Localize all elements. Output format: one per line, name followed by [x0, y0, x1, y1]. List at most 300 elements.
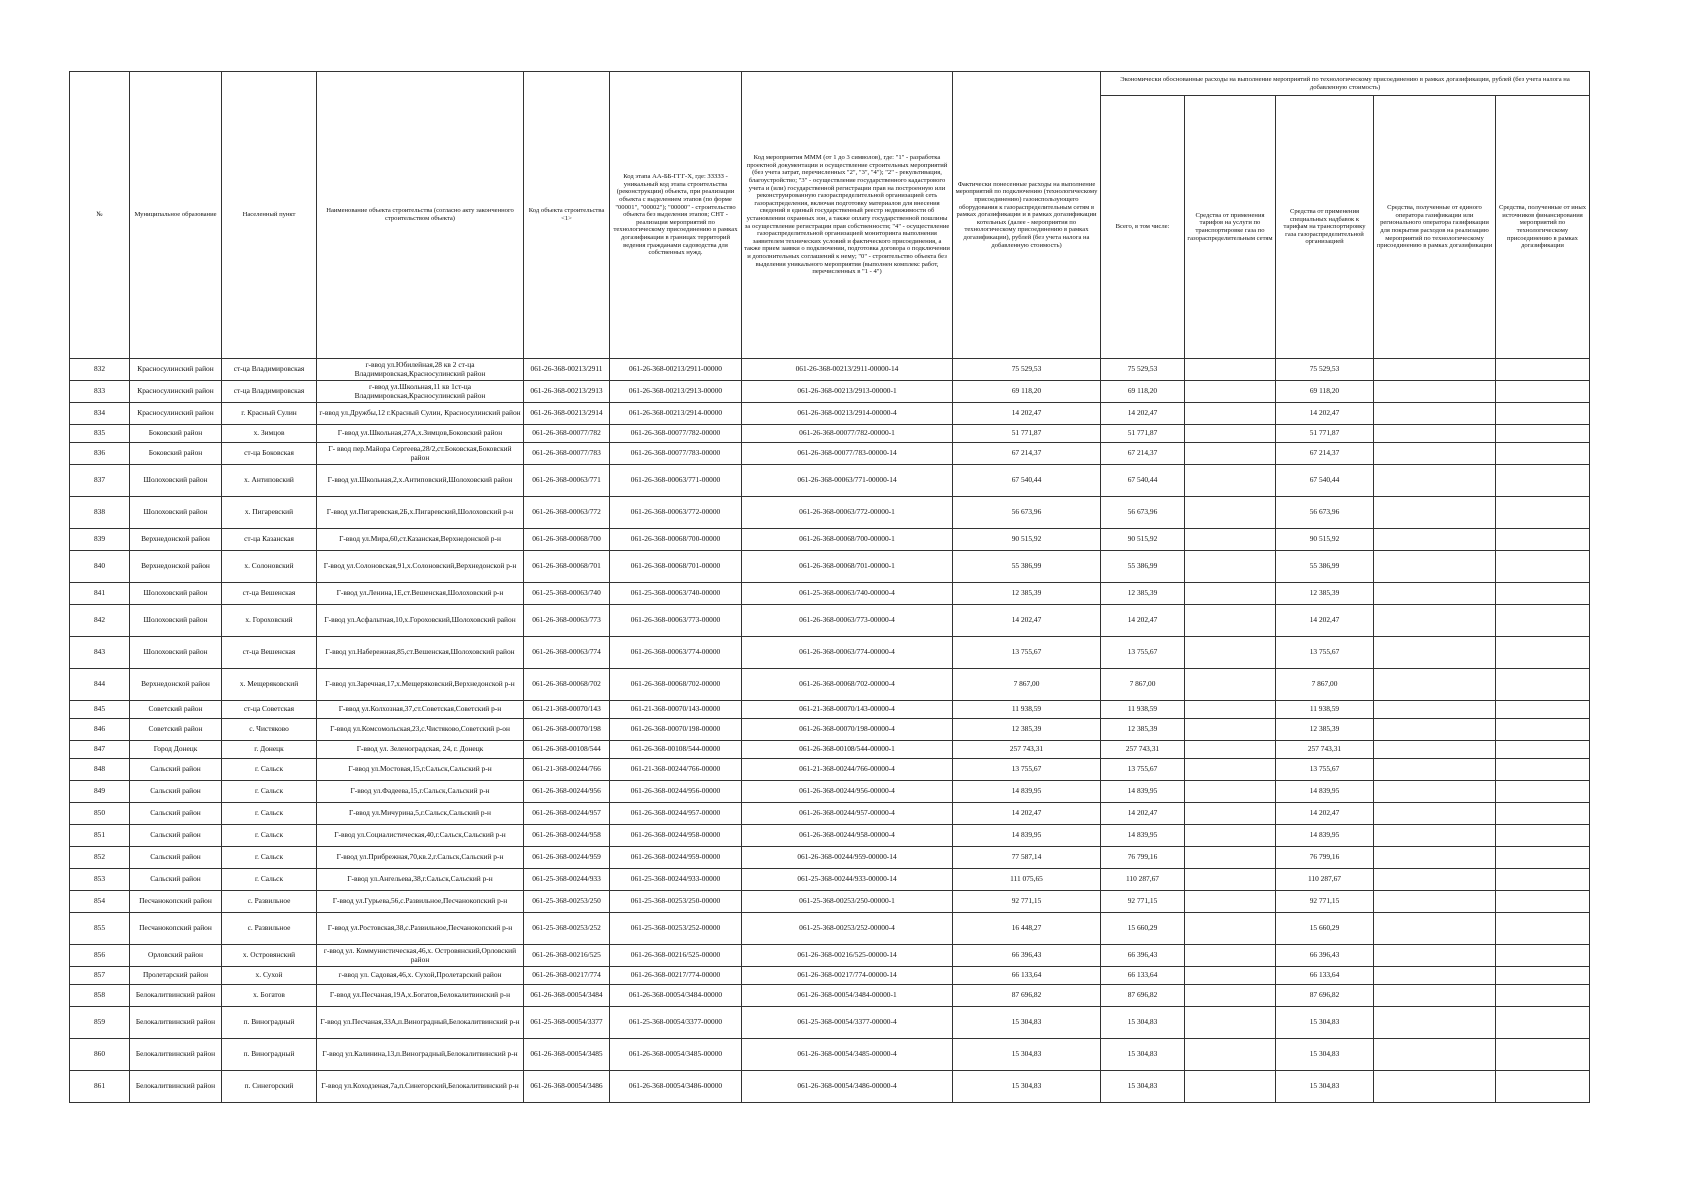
cell-operator-funds	[1374, 945, 1496, 967]
cell-object-name: Г-ввод ул.Набережная,85,ст.Вешенская,Шолоховский район	[317, 637, 524, 669]
cell-number: 844	[70, 669, 130, 701]
cell-total: 13 755,67	[1101, 759, 1185, 781]
cell-stage-code: 061-26-368-00077/782-00000	[610, 425, 742, 443]
col-header-number: №	[70, 72, 130, 359]
table-row	[70, 869, 1590, 891]
cell-total: 51 771,87	[1101, 425, 1185, 443]
cell-settlement: ст-ца Вешенская	[222, 637, 317, 669]
cell-stage-code: 061-21-368-00244/766-00000	[610, 759, 742, 781]
col-header-group-justified-costs: Экономически обоснованные расходы на выполнение мероприятий по технологическому присоединению в рамках догазификации, рублей (без учета налога на добавленную стоимость)	[1101, 72, 1590, 96]
table-row	[70, 529, 1590, 551]
cell-object-name: Г-ввод ул.Комсомольская,23,с.Чистяково,Советский р-он	[317, 719, 524, 741]
col-header-other-funds: Средства, полученные от иных источников финансирования мероприятий по технологическому присоединению в рамках догазификации	[1496, 96, 1590, 359]
cell-municipality: Пролетарский район	[130, 967, 222, 985]
cell-municipality: Сальский район	[130, 759, 222, 781]
cell-operator-funds	[1374, 759, 1496, 781]
cell-event-code: 061-26-368-00077/783-00000-14	[742, 443, 953, 465]
cell-event-code: 061-25-368-00054/3377-00000-4	[742, 1007, 953, 1039]
col-header-object-name: Наименование объекта строительства (согласно акту законченного строительством объекта)	[317, 72, 524, 359]
cell-number: 832	[70, 359, 130, 381]
cell-event-code: 061-26-368-00108/544-00000-1	[742, 741, 953, 759]
table-row	[70, 551, 1590, 583]
cell-other-funds	[1496, 637, 1590, 669]
col-header-settlement: Населенный пункт	[222, 72, 317, 359]
cell-operator-funds	[1374, 443, 1496, 465]
cell-other-funds	[1496, 781, 1590, 803]
cell-other-funds	[1496, 985, 1590, 1007]
cell-stage-code: 061-26-368-00054/3486-00000	[610, 1071, 742, 1103]
cell-event-code: 061-26-368-00244/957-00000-4	[742, 803, 953, 825]
cell-event-code: 061-26-368-00077/782-00000-1	[742, 425, 953, 443]
cell-object-name: Г-ввод ул.Мира,60,ст.Казанская,Верхнедонской р-н	[317, 529, 524, 551]
cell-tariff-funds	[1185, 403, 1276, 425]
cell-total: 92 771,15	[1101, 891, 1185, 913]
table-row	[70, 359, 1590, 381]
cell-tariff-funds	[1185, 497, 1276, 529]
cell-object-code: 061-26-368-00054/3484	[524, 985, 610, 1007]
cell-total: 66 396,43	[1101, 945, 1185, 967]
cell-actual-costs: 16 448,27	[953, 913, 1101, 945]
cell-object-name: Г-ввод ул.Асфальтная,10,х.Гороховский,Шолоховский район	[317, 605, 524, 637]
cell-other-funds	[1496, 669, 1590, 701]
cell-object-name: г-ввод ул.Юбилейная,28 кв 2 ст-ца Владимировская,Красносулинский район	[317, 359, 524, 381]
cell-object-name: Г-ввод ул.Ростовская,38,с.Развильное,Песчанокопский р-н	[317, 913, 524, 945]
cell-tariff-funds	[1185, 913, 1276, 945]
cell-actual-costs: 87 696,82	[953, 985, 1101, 1007]
cell-other-funds	[1496, 359, 1590, 381]
cell-tariff-funds	[1185, 605, 1276, 637]
cell-object-code: 061-25-368-00054/3377	[524, 1007, 610, 1039]
cell-object-name: Г-ввод ул.Ленина,1Е,ст.Вешенская,Шолоховский р-н	[317, 583, 524, 605]
cell-stage-code: 061-26-368-00068/702-00000	[610, 669, 742, 701]
cell-tariff-funds	[1185, 825, 1276, 847]
cell-other-funds	[1496, 759, 1590, 781]
cell-settlement: ст-ца Боковская	[222, 443, 317, 465]
cell-actual-costs: 14 202,47	[953, 403, 1101, 425]
cell-other-funds	[1496, 719, 1590, 741]
cell-total: 87 696,82	[1101, 985, 1185, 1007]
table-row	[70, 781, 1590, 803]
cell-total: 67 540,44	[1101, 465, 1185, 497]
cell-stage-code: 061-26-368-00244/956-00000	[610, 781, 742, 803]
cell-settlement: х. Островянский	[222, 945, 317, 967]
cell-operator-funds	[1374, 425, 1496, 443]
col-header-municipality: Муниципальное образование	[130, 72, 222, 359]
costs-table	[69, 71, 1590, 1103]
cell-municipality: Красносулинский район	[130, 403, 222, 425]
cell-special-surcharge-funds: 13 755,67	[1276, 637, 1374, 669]
cell-tariff-funds	[1185, 381, 1276, 403]
cell-tariff-funds	[1185, 869, 1276, 891]
cell-operator-funds	[1374, 741, 1496, 759]
cell-event-code: 061-26-368-00244/959-00000-14	[742, 847, 953, 869]
cell-number: 849	[70, 781, 130, 803]
cell-other-funds	[1496, 551, 1590, 583]
cell-actual-costs: 90 515,92	[953, 529, 1101, 551]
cell-special-surcharge-funds: 51 771,87	[1276, 425, 1374, 443]
cell-municipality: Шолоховский район	[130, 465, 222, 497]
cell-object-name: Г-ввод ул.Прибрежная,70,кв.2,г.Сальск,Сальский р-н	[317, 847, 524, 869]
col-header-object-code: Код объекта строительства <1>	[524, 72, 610, 359]
cell-special-surcharge-funds: 15 304,83	[1276, 1007, 1374, 1039]
cell-object-name: Г-ввод ул.Социалистическая,40,г.Сальск,Сальский р-н	[317, 825, 524, 847]
cell-total: 7 867,00	[1101, 669, 1185, 701]
cell-actual-costs: 51 771,87	[953, 425, 1101, 443]
cell-number: 858	[70, 985, 130, 1007]
cell-tariff-funds	[1185, 1039, 1276, 1071]
table-row	[70, 967, 1590, 985]
cell-event-code: 061-26-368-00054/3484-00000-1	[742, 985, 953, 1007]
cell-tariff-funds	[1185, 669, 1276, 701]
cell-special-surcharge-funds: 55 386,99	[1276, 551, 1374, 583]
cell-municipality: Песчанокопский район	[130, 913, 222, 945]
cell-settlement: х. Антиповский	[222, 465, 317, 497]
cell-tariff-funds	[1185, 759, 1276, 781]
cell-object-code: 061-26-368-00244/956	[524, 781, 610, 803]
cell-settlement: г. Сальск	[222, 847, 317, 869]
cell-number: 842	[70, 605, 130, 637]
cell-special-surcharge-funds: 12 385,39	[1276, 719, 1374, 741]
cell-actual-costs: 56 673,96	[953, 497, 1101, 529]
cell-tariff-funds	[1185, 803, 1276, 825]
cell-actual-costs: 14 202,47	[953, 605, 1101, 637]
table-row	[70, 913, 1590, 945]
cell-event-code: 061-26-368-00213/2911-00000-14	[742, 359, 953, 381]
cell-municipality: Шолоховский район	[130, 637, 222, 669]
cell-settlement: ст-ца Советская	[222, 701, 317, 719]
cell-object-name: Г- ввод пер.Майора Сергеева,28/2,ст.Боковская,Боковский район	[317, 443, 524, 465]
cell-other-funds	[1496, 605, 1590, 637]
cell-tariff-funds	[1185, 719, 1276, 741]
cell-object-name: Г-ввод ул.Гурьева,56,с.Развильное,Песчанокопский р-н	[317, 891, 524, 913]
cell-special-surcharge-funds: 92 771,15	[1276, 891, 1374, 913]
cell-stage-code: 061-26-368-00108/544-00000	[610, 741, 742, 759]
cell-operator-funds	[1374, 1071, 1496, 1103]
cell-municipality: Орловский район	[130, 945, 222, 967]
cell-object-code: 061-21-368-00070/143	[524, 701, 610, 719]
cell-total: 56 673,96	[1101, 497, 1185, 529]
cell-object-name: г-ввод ул. Садовая,46,х. Сухой,Пролетарский район	[317, 967, 524, 985]
cell-settlement: х. Мещеряковский	[222, 669, 317, 701]
cell-actual-costs: 13 755,67	[953, 759, 1101, 781]
cell-number: 851	[70, 825, 130, 847]
cell-other-funds	[1496, 465, 1590, 497]
cell-tariff-funds	[1185, 701, 1276, 719]
table-row	[70, 701, 1590, 719]
cell-stage-code: 061-26-368-00063/772-00000	[610, 497, 742, 529]
cell-settlement: х. Солоновский	[222, 551, 317, 583]
cell-event-code: 061-26-368-00068/701-00000-1	[742, 551, 953, 583]
cell-special-surcharge-funds: 12 385,39	[1276, 583, 1374, 605]
cell-tariff-funds	[1185, 425, 1276, 443]
cell-event-code: 061-25-368-00244/933-00000-14	[742, 869, 953, 891]
cell-stage-code: 061-26-368-00077/783-00000	[610, 443, 742, 465]
cell-operator-funds	[1374, 781, 1496, 803]
cell-special-surcharge-funds: 15 304,83	[1276, 1039, 1374, 1071]
header-row-top	[70, 72, 1590, 96]
cell-number: 857	[70, 967, 130, 985]
cell-operator-funds	[1374, 359, 1496, 381]
cell-actual-costs: 12 385,39	[953, 583, 1101, 605]
cell-total: 257 743,31	[1101, 741, 1185, 759]
cell-object-name: Г-ввод ул.Песчаная,33А,п.Виноградный,Белокалитвинский р-н	[317, 1007, 524, 1039]
cell-actual-costs: 67 540,44	[953, 465, 1101, 497]
cell-settlement: х. Пигаревский	[222, 497, 317, 529]
cell-tariff-funds	[1185, 637, 1276, 669]
cell-stage-code: 061-26-368-00054/3485-00000	[610, 1039, 742, 1071]
cell-total: 15 304,83	[1101, 1007, 1185, 1039]
cell-object-name: г-ввод ул.Школьная,11 кв 1ст-ца Владимировская,Красносулинский район	[317, 381, 524, 403]
table-row	[70, 381, 1590, 403]
cell-tariff-funds	[1185, 583, 1276, 605]
cell-settlement: с. Развильное	[222, 913, 317, 945]
cell-object-code: 061-26-368-00217/774	[524, 967, 610, 985]
col-header-special-surcharge-funds: Средства от применения специальных надбавок к тарифам на транспортировку газа газораспределительной организацией	[1276, 96, 1374, 359]
table-row	[70, 985, 1590, 1007]
cell-stage-code: 061-25-368-00063/740-00000	[610, 583, 742, 605]
cell-event-code: 061-26-368-00217/774-00000-14	[742, 967, 953, 985]
cell-object-code: 061-26-368-00054/3486	[524, 1071, 610, 1103]
cell-object-code: 061-26-368-00063/774	[524, 637, 610, 669]
cell-settlement: г. Красный Сулин	[222, 403, 317, 425]
cell-other-funds	[1496, 913, 1590, 945]
cell-settlement: г. Донецк	[222, 741, 317, 759]
cell-event-code: 061-26-368-00063/773-00000-4	[742, 605, 953, 637]
cell-total: 14 202,47	[1101, 605, 1185, 637]
cell-object-name: Г-ввод ул.Мостовая,15,г.Сальск,Сальский р-н	[317, 759, 524, 781]
cell-tariff-funds	[1185, 891, 1276, 913]
cell-special-surcharge-funds: 13 755,67	[1276, 759, 1374, 781]
col-header-tariff-funds: Средства от применения тарифов на услуги по транспортировке газа по газораспределительным сетям	[1185, 96, 1276, 359]
cell-object-code: 061-26-368-00077/783	[524, 443, 610, 465]
table-row	[70, 803, 1590, 825]
table-row	[70, 1007, 1590, 1039]
cell-number: 855	[70, 913, 130, 945]
cell-operator-funds	[1374, 701, 1496, 719]
cell-total: 76 799,16	[1101, 847, 1185, 869]
cell-operator-funds	[1374, 551, 1496, 583]
cell-actual-costs: 69 118,20	[953, 381, 1101, 403]
cell-other-funds	[1496, 741, 1590, 759]
cell-number: 841	[70, 583, 130, 605]
cell-total: 15 304,83	[1101, 1071, 1185, 1103]
cell-object-code: 061-25-368-00253/252	[524, 913, 610, 945]
col-header-actual-costs: Фактически понесенные расходы на выполнение мероприятий по подключению (технологическому присоединению) газоиспользующего оборудования к газораспределительным сетям в рамках догазификации и в рамках догазификации котельных (далее - мероприятия по технологическому присоединению в рамках догазификации), рублей (без учета налога на добавленную стоимость)	[953, 72, 1101, 359]
cell-settlement: г. Сальск	[222, 825, 317, 847]
cell-special-surcharge-funds: 15 660,29	[1276, 913, 1374, 945]
cell-number: 834	[70, 403, 130, 425]
cell-number: 848	[70, 759, 130, 781]
cell-total: 13 755,67	[1101, 637, 1185, 669]
cell-number: 843	[70, 637, 130, 669]
cell-municipality: Сальский район	[130, 825, 222, 847]
table-row	[70, 465, 1590, 497]
cell-other-funds	[1496, 869, 1590, 891]
cell-special-surcharge-funds: 14 839,95	[1276, 781, 1374, 803]
cell-settlement: г. Сальск	[222, 759, 317, 781]
cell-number: 860	[70, 1039, 130, 1071]
cell-settlement: х. Гороховский	[222, 605, 317, 637]
cell-number: 852	[70, 847, 130, 869]
cell-total: 66 133,64	[1101, 967, 1185, 985]
cell-stage-code: 061-25-368-00253/252-00000	[610, 913, 742, 945]
table-row	[70, 605, 1590, 637]
cell-object-name: Г-ввод ул.Песчаная,19А,х.Богатов,Белокалитвинский р-н	[317, 985, 524, 1007]
cell-actual-costs: 14 202,47	[953, 803, 1101, 825]
cell-special-surcharge-funds: 90 515,92	[1276, 529, 1374, 551]
cell-special-surcharge-funds: 76 799,16	[1276, 847, 1374, 869]
cell-municipality: Сальский район	[130, 869, 222, 891]
cell-settlement: х. Богатов	[222, 985, 317, 1007]
cell-object-name: Г-ввод ул.Ангельева,38,г.Сальск,Сальский р-н	[317, 869, 524, 891]
cell-object-code: 061-25-368-00253/250	[524, 891, 610, 913]
col-header-total: Всего, в том числе:	[1101, 96, 1185, 359]
table-row	[70, 637, 1590, 669]
cell-municipality: Шолоховский район	[130, 605, 222, 637]
document-sheet	[69, 71, 1590, 1103]
cell-number: 854	[70, 891, 130, 913]
cell-settlement: ст-ца Вешенская	[222, 583, 317, 605]
table-row	[70, 825, 1590, 847]
cell-settlement: г. Сальск	[222, 869, 317, 891]
cell-stage-code: 061-26-368-00213/2913-00000	[610, 381, 742, 403]
cell-other-funds	[1496, 803, 1590, 825]
cell-event-code: 061-26-368-00054/3485-00000-4	[742, 1039, 953, 1071]
cell-stage-code: 061-26-368-00070/198-00000	[610, 719, 742, 741]
cell-operator-funds	[1374, 403, 1496, 425]
cell-special-surcharge-funds: 15 304,83	[1276, 1071, 1374, 1103]
cell-object-name: г-ввод ул.Дружбы,12 г.Красный Сулин, Красносулинский район	[317, 403, 524, 425]
cell-event-code: 061-26-368-00063/774-00000-4	[742, 637, 953, 669]
cell-operator-funds	[1374, 891, 1496, 913]
cell-municipality: Боковский район	[130, 425, 222, 443]
cell-special-surcharge-funds: 110 287,67	[1276, 869, 1374, 891]
cell-municipality: Боковский район	[130, 443, 222, 465]
cell-municipality: Город Донецк	[130, 741, 222, 759]
cell-stage-code: 061-26-368-00068/700-00000	[610, 529, 742, 551]
cell-stage-code: 061-26-368-00217/774-00000	[610, 967, 742, 985]
cell-municipality: Верхнедонской район	[130, 529, 222, 551]
cell-actual-costs: 66 396,43	[953, 945, 1101, 967]
cell-event-code: 061-26-368-00213/2913-00000-1	[742, 381, 953, 403]
cell-operator-funds	[1374, 967, 1496, 985]
col-header-operator-funds: Средства, полученные от единого оператора газификации или регионального оператора газификации для покрытия расходов на реализацию мероприятий по технологическому присоединению в рамках догазификации	[1374, 96, 1496, 359]
cell-special-surcharge-funds: 87 696,82	[1276, 985, 1374, 1007]
cell-stage-code: 061-21-368-00070/143-00000	[610, 701, 742, 719]
cell-object-code: 061-26-368-00244/957	[524, 803, 610, 825]
col-header-stage-code: Код этапа АА-ББ-ГГГ-Х, где: ЗЗЗЗЗ - уникальный код этапа строительства (реконструкции) объекта, при реализации объекта с выделением этапов (по форме "00001", "00002"); "00000" - строительство объекта без выделения этапов; СНТ - реализация мероприятий по технологическому присоединению в рамках догазификации в границах территорий ведения гражданами садоводства для собственных нужд.	[610, 72, 742, 359]
cell-object-code: 061-21-368-00244/766	[524, 759, 610, 781]
cell-municipality: Белокалитвинский район	[130, 1039, 222, 1071]
cell-actual-costs: 14 839,95	[953, 825, 1101, 847]
cell-special-surcharge-funds: 14 839,95	[1276, 825, 1374, 847]
cell-stage-code: 061-26-368-00063/774-00000	[610, 637, 742, 669]
cell-stage-code: 061-26-368-00244/959-00000	[610, 847, 742, 869]
cell-settlement: п. Виноградный	[222, 1007, 317, 1039]
cell-settlement: ст-ца Казанская	[222, 529, 317, 551]
cell-municipality: Советский район	[130, 719, 222, 741]
cell-object-name: Г-ввод ул.Пигаревская,2Б,х.Пигаревский,Шолоховский р-н	[317, 497, 524, 529]
cell-total: 12 385,39	[1101, 719, 1185, 741]
cell-municipality: Белокалитвинский район	[130, 1071, 222, 1103]
table-row	[70, 669, 1590, 701]
cell-object-code: 061-26-368-00063/771	[524, 465, 610, 497]
cell-municipality: Шолоховский район	[130, 583, 222, 605]
cell-event-code: 061-26-368-00216/525-00000-14	[742, 945, 953, 967]
cell-special-surcharge-funds: 66 133,64	[1276, 967, 1374, 985]
cell-operator-funds	[1374, 1007, 1496, 1039]
cell-total: 15 304,83	[1101, 1039, 1185, 1071]
cell-actual-costs: 67 214,37	[953, 443, 1101, 465]
cell-object-code: 061-26-368-00070/198	[524, 719, 610, 741]
cell-actual-costs: 257 743,31	[953, 741, 1101, 759]
cell-number: 845	[70, 701, 130, 719]
cell-operator-funds	[1374, 913, 1496, 945]
cell-municipality: Красносулинский район	[130, 359, 222, 381]
cell-stage-code: 061-26-368-00063/771-00000	[610, 465, 742, 497]
cell-operator-funds	[1374, 637, 1496, 669]
cell-object-code: 061-26-368-00213/2914	[524, 403, 610, 425]
table-row	[70, 425, 1590, 443]
cell-object-name: Г-ввод ул.Солоновская,91,х.Солоновский,Верхнедонской р-н	[317, 551, 524, 583]
cell-total: 14 839,95	[1101, 781, 1185, 803]
cell-tariff-funds	[1185, 967, 1276, 985]
cell-actual-costs: 92 771,15	[953, 891, 1101, 913]
cell-event-code: 061-26-368-00213/2914-00000-4	[742, 403, 953, 425]
cell-other-funds	[1496, 967, 1590, 985]
cell-settlement: г. Сальск	[222, 781, 317, 803]
cell-municipality: Верхнедонской район	[130, 669, 222, 701]
cell-object-name: Г-ввод ул.Заречная,17,х.Мещеряковский,Верхнедонской р-н	[317, 669, 524, 701]
cell-operator-funds	[1374, 985, 1496, 1007]
cell-special-surcharge-funds: 14 202,47	[1276, 403, 1374, 425]
cell-special-surcharge-funds: 11 938,59	[1276, 701, 1374, 719]
cell-other-funds	[1496, 1039, 1590, 1071]
cell-total: 12 385,39	[1101, 583, 1185, 605]
cell-operator-funds	[1374, 669, 1496, 701]
cell-tariff-funds	[1185, 945, 1276, 967]
cell-settlement: с. Чистяково	[222, 719, 317, 741]
cell-municipality: Советский район	[130, 701, 222, 719]
cell-actual-costs: 77 587,14	[953, 847, 1101, 869]
cell-object-name: Г-ввод ул.Мичурина,5,г.Сальск,Сальский р-н	[317, 803, 524, 825]
cell-other-funds	[1496, 701, 1590, 719]
cell-number: 838	[70, 497, 130, 529]
cell-tariff-funds	[1185, 465, 1276, 497]
cell-event-code: 061-26-368-00244/958-00000-4	[742, 825, 953, 847]
cell-special-surcharge-funds: 75 529,53	[1276, 359, 1374, 381]
cell-object-code: 061-26-368-00213/2911	[524, 359, 610, 381]
cell-event-code: 061-26-368-00068/702-00000-4	[742, 669, 953, 701]
table-body	[70, 359, 1590, 1103]
table-row	[70, 945, 1590, 967]
cell-tariff-funds	[1185, 1071, 1276, 1103]
cell-number: 839	[70, 529, 130, 551]
cell-tariff-funds	[1185, 359, 1276, 381]
cell-object-code: 061-26-368-00063/773	[524, 605, 610, 637]
cell-municipality: Красносулинский район	[130, 381, 222, 403]
cell-number: 856	[70, 945, 130, 967]
cell-tariff-funds	[1185, 1007, 1276, 1039]
cell-actual-costs: 7 867,00	[953, 669, 1101, 701]
cell-other-funds	[1496, 443, 1590, 465]
cell-settlement: ст-ца Владимировская	[222, 359, 317, 381]
cell-stage-code: 061-26-368-00244/957-00000	[610, 803, 742, 825]
cell-total: 90 515,92	[1101, 529, 1185, 551]
cell-object-code: 061-26-368-00244/959	[524, 847, 610, 869]
table-row	[70, 891, 1590, 913]
cell-event-code: 061-25-368-00253/250-00000-1	[742, 891, 953, 913]
